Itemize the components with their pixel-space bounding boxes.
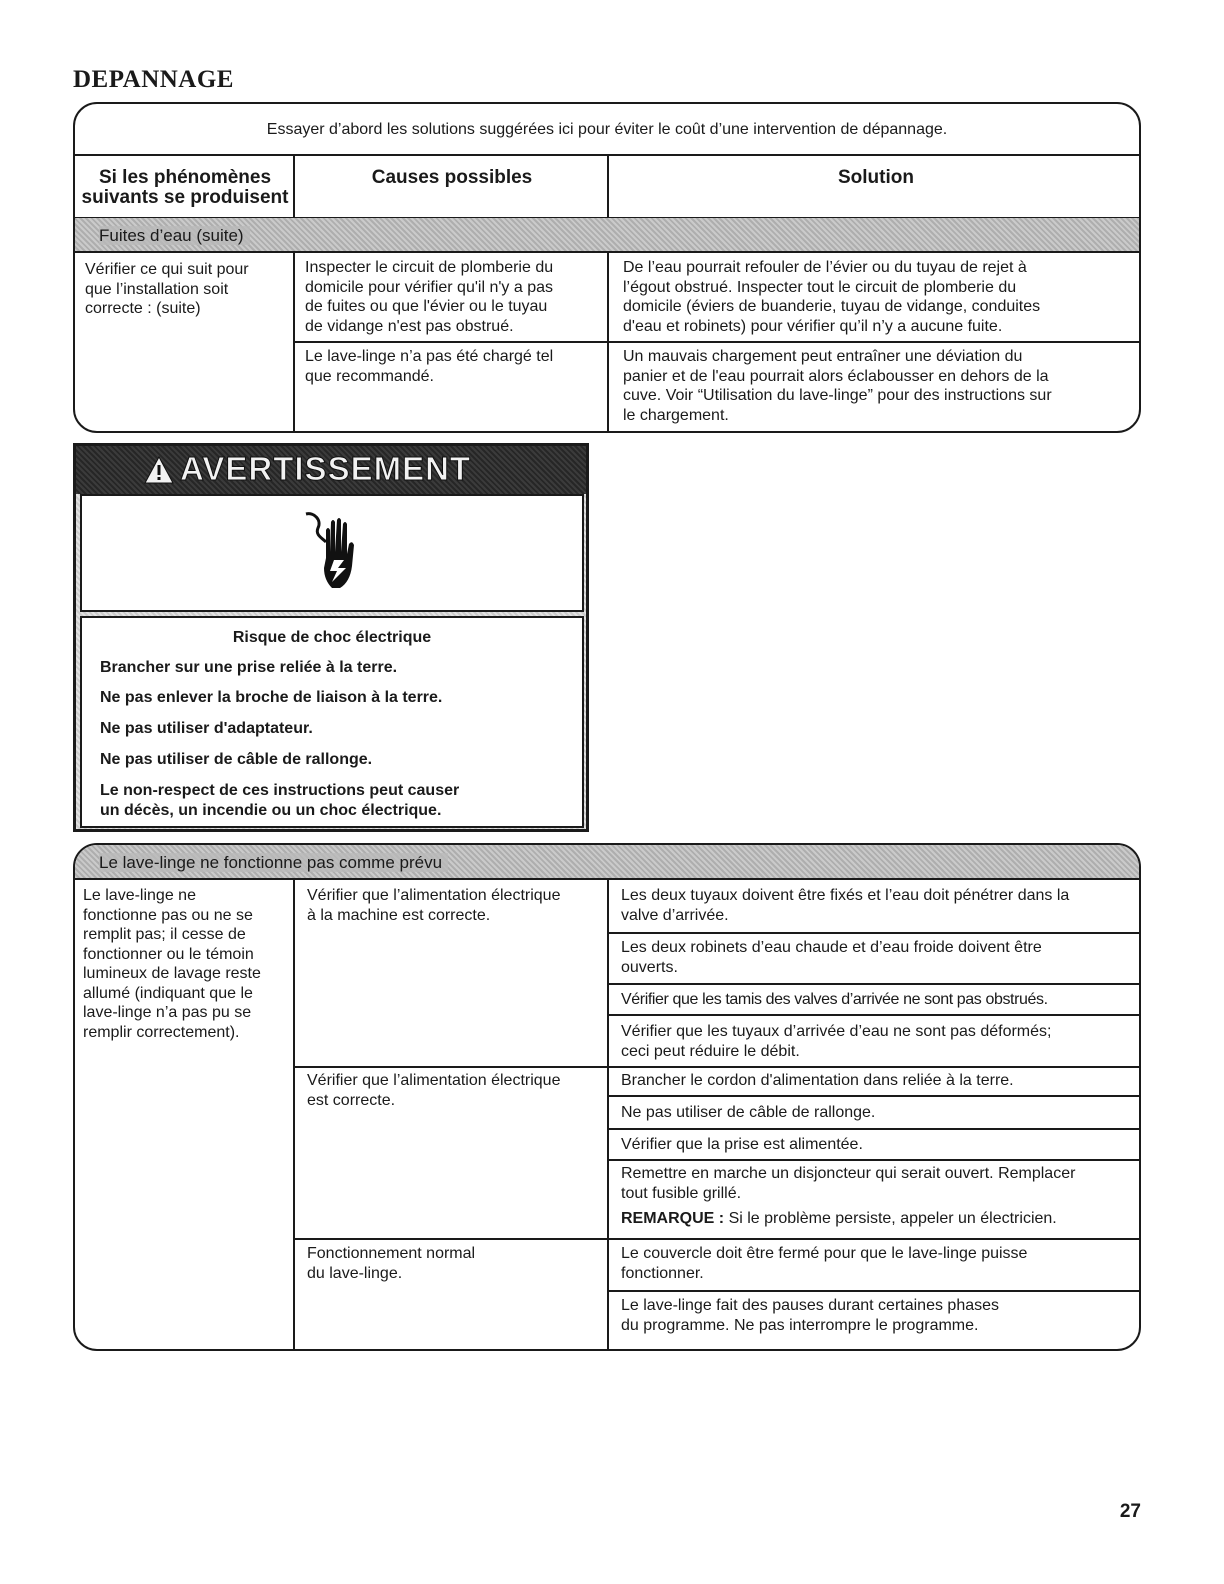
solution-text: Brancher le cordon d'alimentation dans reliée à la terre. (621, 1072, 1014, 1089)
cause-text: Inspecter le circuit de plomberie du domicile pour vérifier qu'il n'y a pas de fuites ou que l'évier ou le tuyau de vidange n'est pas obstrué. (305, 259, 554, 335)
row-divider (607, 1238, 1141, 1240)
row-divider (607, 932, 1141, 934)
warning-icon-panel (80, 494, 584, 612)
cause-text: Fonctionnement normal du lave-linge. (307, 1245, 476, 1282)
section-bar-water-leaks (75, 218, 1139, 253)
solution-text: Le lave-linge fait des pauses durant certaines phases du programme. Ne pas interrompre le programme. (621, 1297, 1000, 1334)
warning-text-panel (80, 616, 584, 828)
header-symptoms (75, 156, 295, 217)
divider (607, 156, 609, 217)
solution-text: Vérifier que les tuyaux d’arrivée d’eau ne sont pas déformés; ceci peut réduire le débit. (621, 1023, 1052, 1060)
section-title: Fuites d’eau (suite) (99, 226, 250, 245)
page-number: 27 (1119, 1501, 1141, 1522)
header-solution: Solution (838, 167, 914, 188)
row-divider (607, 1290, 1141, 1292)
warning-line: Le non-respect de ces instructions peut causer (100, 782, 460, 799)
divider (293, 253, 295, 433)
warning-line: Ne pas utiliser de câble de rallonge. (100, 751, 373, 768)
symptom-text: Le lave-linge ne fonctionne pas ou ne se remplit pas; il cesse de fonctionner ou le témoin lumineux de lavage reste allumé (indiquant que le lave-linge n’a pas pu se remplir correctement). (83, 887, 261, 1041)
warning-line: Brancher sur une prise reliée à la terre. (100, 659, 398, 676)
row-divider (607, 1095, 1141, 1097)
row-divider (607, 1066, 1141, 1068)
solution-text: Vérifier que les tamis des valves d’arrivée ne sont pas obstrués. (621, 991, 1048, 1008)
divider (293, 156, 295, 217)
section-title: Le lave-linge ne fonctionne pas comme prévu (99, 853, 448, 872)
row-divider (293, 1238, 609, 1240)
section-body (75, 253, 1139, 433)
cause-text: Vérifier que l’alimentation électrique à la machine est correcte. (307, 887, 561, 924)
warning-box (73, 443, 589, 832)
warning-header (76, 446, 586, 494)
row-divider (607, 1159, 1141, 1161)
warning-triangle-icon (144, 456, 174, 484)
solution-text: Les deux robinets d’eau chaude et d’eau froide doivent être ouverts. (621, 939, 1042, 976)
row-divider (293, 1066, 609, 1068)
solution-text: Remettre en marche un disjoncteur qui serait ouvert. Remplacer tout fusible grillé. REMARQUE : Si le problème persiste, appeler un électricien. (621, 1164, 1137, 1229)
solution-text: Un mauvais chargement peut entraîner une déviation du panier et de l'eau pourrait alors éclabousser en dehors de la cuve. Voir “Utilisation du lave-linge” pour des instructions sur le chargement. (623, 348, 1052, 424)
solution-text: Les deux tuyaux doivent être fixés et l’eau doit pénétrer dans la valve d’arrivée. (621, 887, 1070, 924)
row-divider (293, 341, 1141, 343)
electric-shock-hand-icon (304, 508, 364, 600)
row-divider (607, 1128, 1141, 1130)
warning-heading: Risque de choc électrique (232, 629, 432, 646)
solution-text: Vérifier que la prise est alimentée. (621, 1136, 863, 1153)
intro-text: Essayer d’abord les solutions suggérées ici pour éviter le coût d’une intervention de dépannage. (75, 104, 1139, 156)
solution-text: De l’eau pourrait refouler de l’évier ou du tuyau de rejet à l’égout obstrué. Inspecter tout le circuit de plomberie du domicile (éviers de buanderie, tuyau de vidange, conduites d'eau et robinets) pour vérifier qu’il n’y a aucune fuite. (623, 259, 1041, 335)
note-label: REMARQUE : (621, 1210, 725, 1227)
page-title: DEPANNAGE (73, 66, 234, 93)
cause-text: Vérifier que l’alimentation électrique est correcte. (307, 1072, 561, 1109)
note (621, 1209, 1137, 1229)
table-header (75, 156, 1139, 218)
divider (607, 880, 609, 1350)
troubleshooting-table-not-working (73, 843, 1141, 1351)
solution-text: Ne pas utiliser de câble de rallonge. (621, 1104, 876, 1121)
divider (607, 253, 609, 433)
warning-line: un décès, un incendie ou un choc électrique. (100, 802, 442, 819)
solution-text: Le couvercle doit être fermé pour que le lave-linge puisse fonctionner. (621, 1245, 1028, 1282)
divider (293, 880, 295, 1350)
symptom-text: Vérifier ce qui suit pour que l’installation soit correcte : (suite) (85, 261, 249, 317)
row-divider (607, 1014, 1141, 1016)
header-symptoms-line2: suivants se produisent (81, 187, 289, 208)
section-body (75, 880, 1139, 1350)
header-causes: Causes possibles (371, 167, 533, 188)
warning-title: AVERTISSEMENT (180, 450, 472, 487)
note-text: Si le problème persiste, appeler un électricien. (728, 1210, 1057, 1227)
cause-text: Le lave-linge n’a pas été chargé tel que recommandé. (305, 348, 554, 385)
header-symptoms-line1: Si les phénomènes (98, 167, 272, 188)
warning-line: Ne pas enlever la broche de liaison à la terre. (100, 689, 443, 706)
section-bar-not-working (75, 845, 1139, 880)
row-divider (607, 983, 1141, 985)
troubleshooting-table-water-leaks (73, 102, 1141, 433)
warning-line: Ne pas utiliser d'adaptateur. (100, 720, 313, 737)
